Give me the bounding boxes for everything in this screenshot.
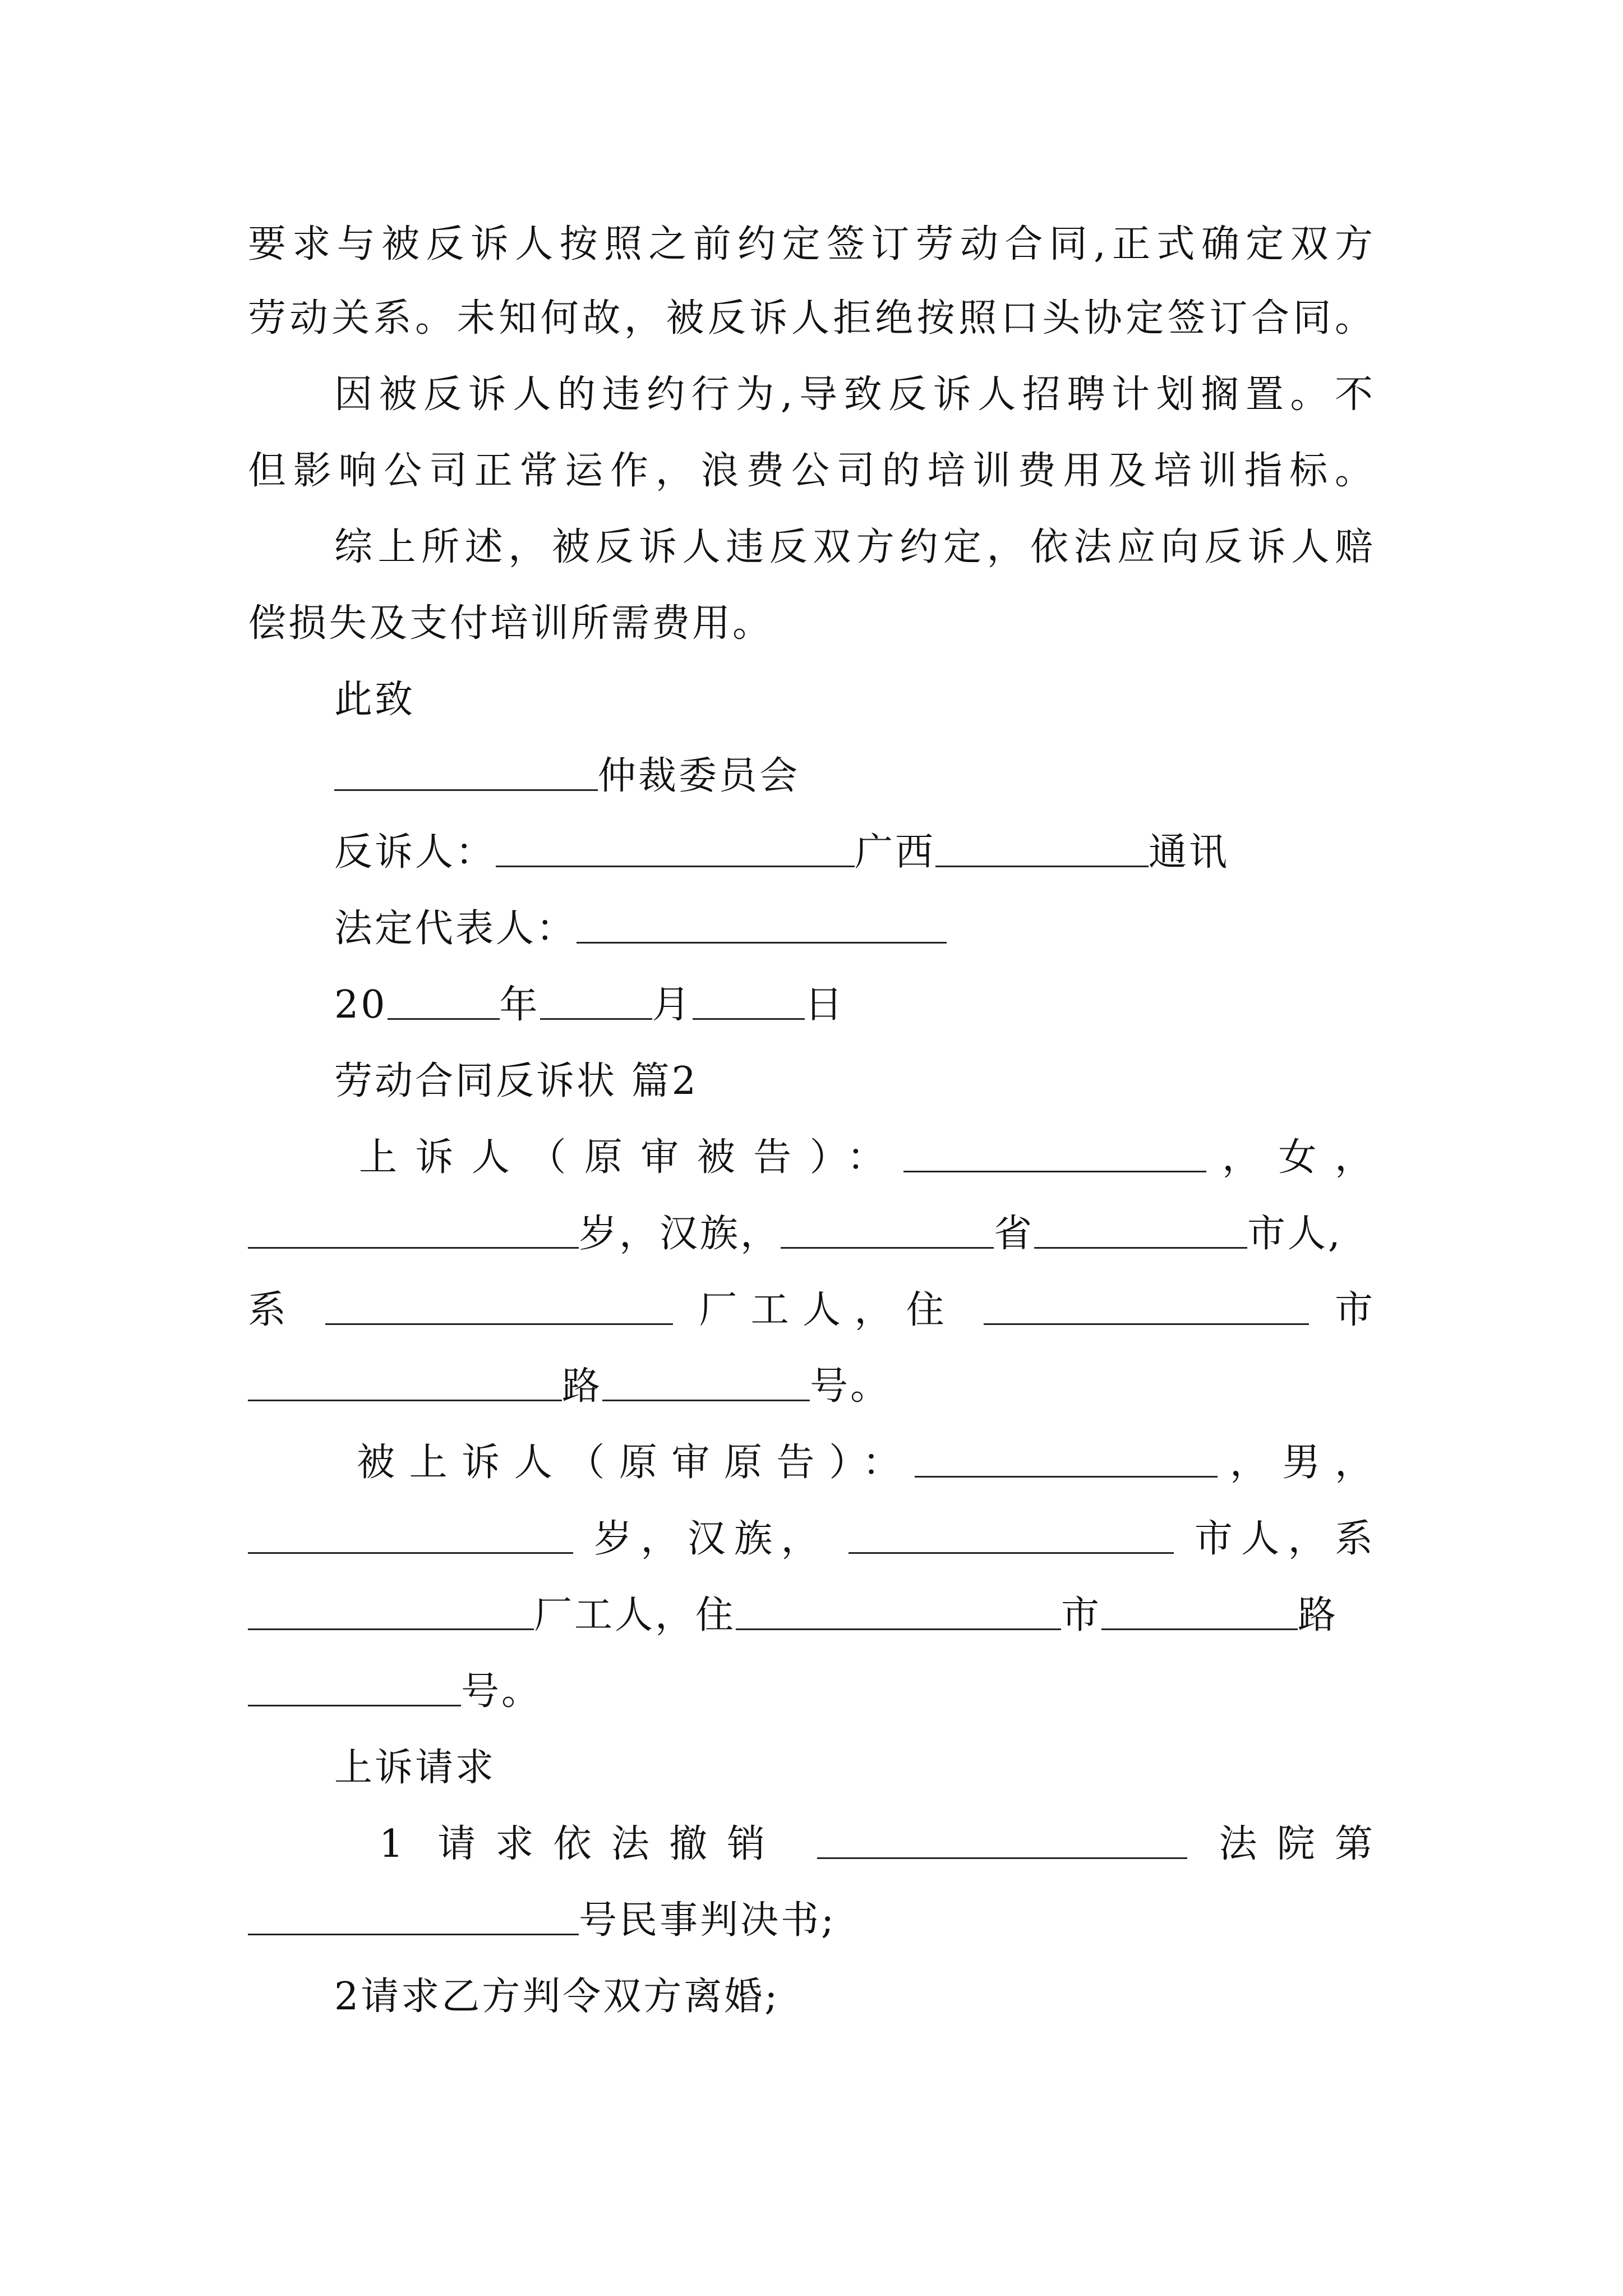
contact-label: 通讯 (1149, 830, 1230, 875)
region-text: 广西 (855, 830, 936, 875)
workplace-text: 厂工人，住 (699, 1288, 958, 1332)
counterclaimant-line (334, 815, 1375, 891)
paragraph-line: 劳动关系。未知何故，被反诉人拒绝按照口头协定签订合同。 (248, 296, 1375, 341)
section-heading: 劳动合同反诉状 篇2 (334, 1059, 698, 1103)
blank-field (903, 1135, 1206, 1172)
legal-representative-label: 法定代表人： (334, 907, 577, 951)
request-line (379, 1806, 1375, 1883)
day-label: 日 (804, 983, 845, 1027)
blank-field (935, 830, 1149, 867)
judgment-text: 号民事判决书; (579, 1898, 836, 1943)
request-line: 2请求乙方判令双方离婚; (334, 1975, 780, 2019)
recipient-line (334, 738, 1375, 815)
blank-field (849, 1516, 1174, 1554)
number-label: 号。 (810, 1364, 891, 1409)
appellant-address-line (248, 1349, 1375, 1425)
province-label: 省 (994, 1212, 1035, 1256)
appellee-line (357, 1425, 1375, 1501)
appellant-label: 上诉人（原审被告）： (359, 1135, 903, 1180)
blank-field (248, 1364, 562, 1401)
blank-field (984, 1287, 1309, 1325)
blank-field (248, 1898, 579, 1935)
blank-field (577, 906, 947, 944)
blank-field (334, 753, 598, 791)
request-continuation-line (248, 1883, 1375, 1959)
appellant-line (359, 1120, 1375, 1196)
appellee-label: 被上诉人（原审原告）： (357, 1441, 915, 1485)
blank-field (248, 1516, 573, 1554)
blank-field (388, 982, 500, 1020)
blank-field (602, 1364, 810, 1401)
city-label: 市人，系 (1194, 1517, 1375, 1561)
appellant-workplace-line (248, 1272, 1375, 1349)
road-label: 路 (1298, 1593, 1339, 1637)
appellant-detail-line (248, 1196, 1375, 1272)
paragraph-line: 但影响公司正常运作，浪费公司的培训费用及培训指标。 (248, 449, 1375, 493)
blank-field (693, 982, 805, 1020)
blank-field (1034, 1211, 1247, 1249)
blank-field (1101, 1593, 1298, 1630)
blank-field (496, 830, 855, 867)
recipient-label: 仲裁委员会 (598, 754, 800, 798)
blank-field (915, 1440, 1218, 1478)
blank-field (540, 982, 652, 1020)
workplace-text: 厂工人，住 (534, 1593, 736, 1637)
year-prefix: 20 (334, 983, 388, 1027)
age-ethnicity-text: 岁，汉族， (594, 1517, 828, 1561)
counterclaimant-label: 反诉人： (334, 830, 496, 875)
request-text: 1 请求依法撤销 (379, 1822, 785, 1866)
blank-field (248, 1593, 534, 1630)
blank-field (736, 1593, 1061, 1630)
appellee-address-line (248, 1654, 1375, 1730)
blank-field (781, 1211, 994, 1249)
appellant-gender: ，女， (1206, 1135, 1375, 1180)
blank-field (325, 1287, 673, 1325)
section-heading: 上诉请求 (334, 1746, 496, 1790)
court-label: 法院第 (1219, 1822, 1375, 1866)
city-label: 市 (1334, 1288, 1375, 1332)
appellee-gender: ，男， (1218, 1441, 1375, 1485)
paragraph-line: 偿损失及支付培训所需费用。 (248, 601, 773, 646)
city-label: 市 (1061, 1593, 1102, 1637)
workplace-prefix: 系 (248, 1288, 300, 1332)
appellee-detail-line (248, 1501, 1375, 1577)
paragraph-line: 综上所述，被反诉人违反双方约定，依法应向反诉人赔 (334, 525, 1375, 569)
paragraph-line: 因被反诉人的违约行为,导致反诉人招聘计划搁置。不 (334, 372, 1375, 417)
date-line (334, 967, 1375, 1043)
age-ethnicity-text: 岁，汉族， (579, 1212, 781, 1256)
paragraph-line: 要求与被反诉人按照之前约定签订劳动合同,正式确定双方 (248, 222, 1375, 266)
number-label: 号。 (461, 1669, 542, 1714)
legal-representative-line (334, 891, 1375, 967)
month-label: 月 (652, 983, 693, 1027)
road-label: 路 (562, 1364, 603, 1409)
appellee-workplace-line (248, 1577, 1375, 1654)
blank-field (248, 1211, 579, 1249)
year-label: 年 (499, 983, 540, 1027)
salutation: 此致 (334, 678, 416, 722)
blank-field (248, 1669, 461, 1706)
city-label: 市人, (1247, 1212, 1343, 1256)
blank-field (817, 1821, 1187, 1859)
